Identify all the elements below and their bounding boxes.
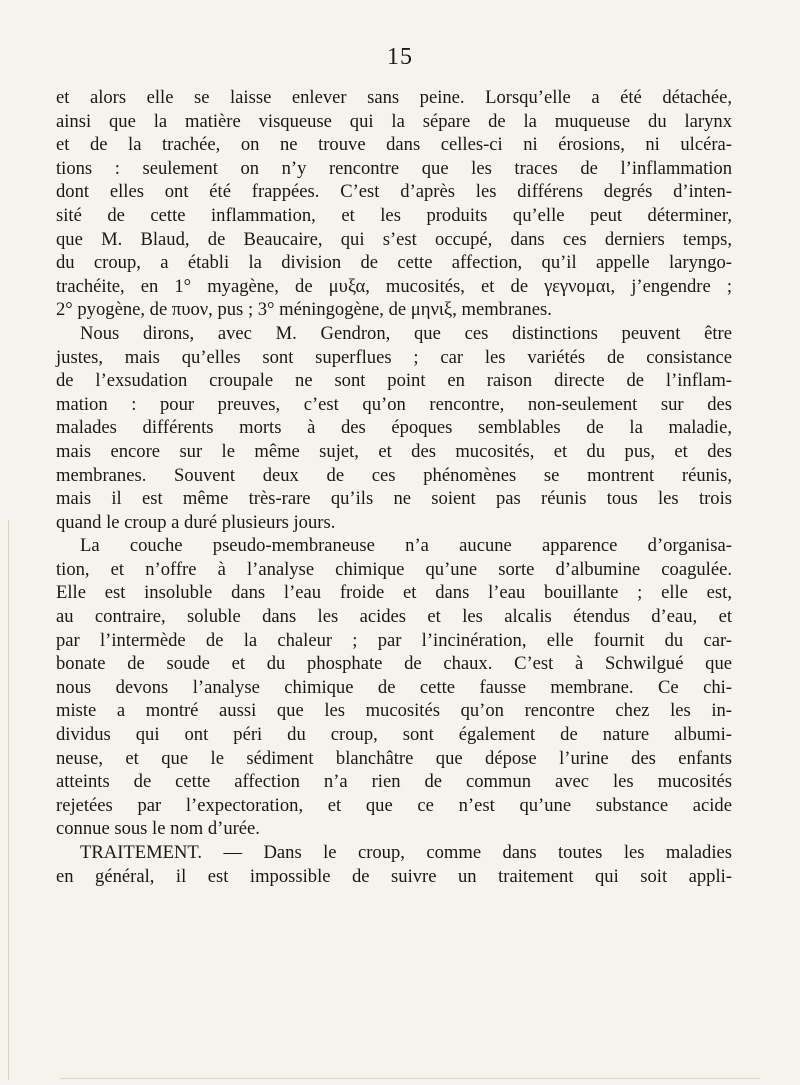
text-line: malades différents morts à des époques semblables de la maladie,: [56, 417, 732, 439]
text-line: et alors elle se laisse enlever sans peine. Lorsqu’elle a été détachée,: [56, 87, 732, 108]
text-line: membranes. Souvent deux de ces phénomènes se montrent réunis,: [56, 464, 732, 486]
text-line: quand le croup a duré plusieurs jours.: [56, 511, 336, 533]
text-line: La couche pseudo-membraneuse n’a aucune apparence d’organisa-: [80, 535, 732, 557]
text-line: Nous dirons, avec M. Gendron, que ces distinctions peuvent être: [80, 322, 732, 344]
text-line: mais il est même très-rare qu’ils ne soient pas réunis tous les trois: [56, 488, 732, 510]
text-line: ainsi que la matière visqueuse qui la sépare de la muqueuse du larynx: [56, 110, 732, 132]
text-line: tion, et n’offre à l’analyse chimique qu’une sorte d’albumine coagulée.: [56, 558, 732, 580]
page-bottom-edge: [60, 1078, 760, 1079]
text-line: mation : pour preuves, c’est qu’on rencontre, non-seulement sur des: [56, 393, 732, 415]
text-line: au contraire, soluble dans les acides et les alcalis étendus d’eau, et: [56, 606, 732, 628]
text-line: par l’intermède de la chaleur ; par l’incinération, elle fournit du car-: [56, 629, 732, 651]
text-line: et de la trachée, on ne trouve dans celles-ci ni érosions, ni ulcéra-: [56, 134, 732, 156]
text-line: mais encore sur le même sujet, et des mucosités, et du pus, et des: [56, 440, 732, 462]
text-line: 2° pyogène, de πυον, pus ; 3° méningogène, de μηνιξ, membranes.: [56, 299, 552, 321]
text-line: en général, il est impossible de suivre un traitement qui soit appli-: [56, 865, 732, 887]
text-line: miste a montré aussi que les mucosités qu’on rencontre chez les in-: [56, 700, 732, 722]
text-line: du croup, a établi la division de cette affection, qu’il appelle laryngo-: [56, 252, 732, 274]
text-line: neuse, et que le sédiment blanchâtre que dépose l’urine des enfants: [56, 747, 732, 769]
text-line: nous devons l’analyse chimique de cette fausse membrane. Ce chi-: [56, 676, 732, 698]
text-line: atteints de cette affection n’a rien de commun avec les mucosités: [56, 771, 732, 793]
text-line: connue sous le nom d’urée.: [56, 818, 260, 840]
text-line: que M. Blaud, de Beaucaire, qui s’est occupé, dans ces derniers temps,: [56, 228, 732, 250]
body-text: [56, 86, 732, 888]
text-line: rejetées par l’expectoration, et que ce n’est qu’une substance acide: [56, 794, 732, 816]
text-line: trachéite, en 1° myagène, de μυξα, mucosités, et de γεγνομαι, j’engendre ;: [56, 275, 732, 297]
text-line: dividus qui ont péri du croup, sont également de nature albumi-: [56, 724, 732, 746]
section-heading-line: TRAITEMENT. — Dans le croup, comme dans toutes les maladies: [80, 842, 732, 863]
text-line: de l’exsudation croupale ne sont point en raison directe de l’inflam-: [56, 370, 732, 392]
text-line: sité de cette inflammation, et les produits qu’elle peut déterminer,: [56, 204, 732, 226]
text-line: tions : seulement on n’y rencontre que les traces de l’inflammation: [56, 157, 732, 179]
text-line: dont elles ont été frappées. C’est d’après les différens degrés d’inten-: [56, 181, 732, 203]
margin-shadow: [8, 520, 9, 1080]
text-line: justes, mais qu’elles sont superflues ; car les variétés de consistance: [56, 346, 732, 368]
text-line: bonate de soude et du phosphate de chaux. C’est à Schwilgué que: [56, 653, 732, 675]
text-line: Elle est insoluble dans l’eau froide et dans l’eau bouillante ; elle est,: [56, 582, 732, 604]
page-number: 15: [387, 44, 413, 70]
